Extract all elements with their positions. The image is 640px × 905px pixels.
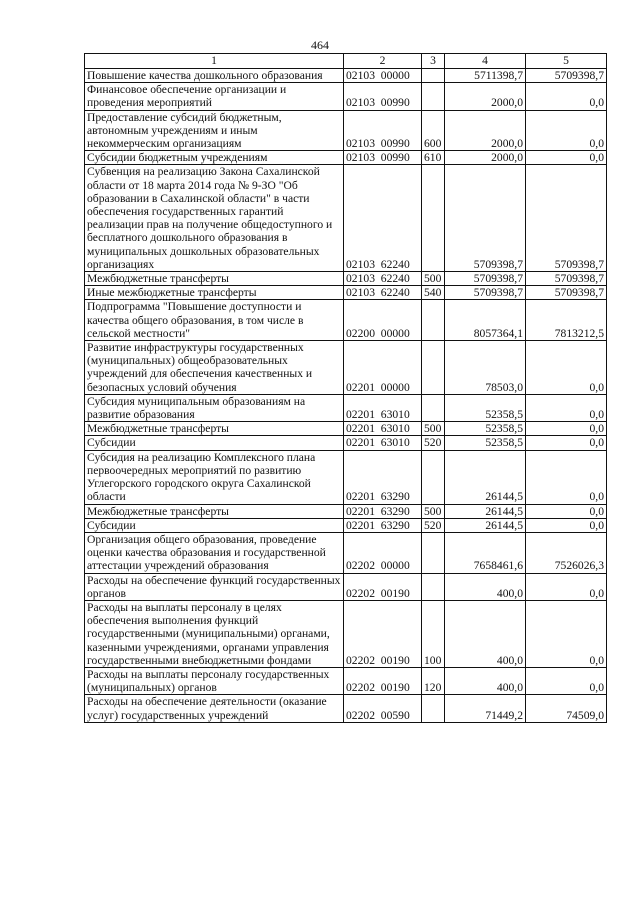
- row-amount-1: 78503,0: [445, 341, 526, 395]
- row-amount-1: 52358,5: [445, 436, 526, 450]
- row-amount-2: 5709398,7: [526, 69, 607, 83]
- row-amount-1: 7658461,6: [445, 532, 526, 573]
- row-amount-2: 0,0: [526, 436, 607, 450]
- table-row: [85, 504, 607, 518]
- row-kind: 500: [422, 504, 445, 518]
- row-amount-1: 2000,0: [445, 151, 526, 165]
- row-kind: 520: [422, 436, 445, 450]
- row-code: 02202 00000: [344, 532, 422, 573]
- row-name: Иные межбюджетные трансферты: [85, 286, 344, 300]
- row-amount-1: 5709398,7: [445, 286, 526, 300]
- row-name: Субвенция на реализацию Закона Сахалинской области от 18 марта 2014 года № 9-ЗО "Об образовании в Сахалинской области" в части обеспечения государственных гарантий реализации прав на получение общедоступного и бесплатного дошкольного образования в муниципальных дошкольных образовательных организациях: [85, 165, 344, 272]
- row-amount-2: 0,0: [526, 504, 607, 518]
- row-amount-2: 0,0: [526, 600, 607, 667]
- table-row: [85, 518, 607, 532]
- row-kind: [422, 394, 445, 421]
- table-row: [85, 110, 607, 151]
- row-kind: [422, 300, 445, 341]
- row-kind: 540: [422, 286, 445, 300]
- table-row: [85, 422, 607, 436]
- row-amount-2: 0,0: [526, 573, 607, 600]
- row-name: Субсидии бюджетным учреждениям: [85, 151, 344, 165]
- row-amount-2: 0,0: [526, 341, 607, 395]
- table-row: [85, 436, 607, 450]
- row-name: Межбюджетные трансферты: [85, 422, 344, 436]
- row-amount-2: 0,0: [526, 83, 607, 110]
- row-amount-2: 5709398,7: [526, 165, 607, 272]
- row-amount-1: 8057364,1: [445, 300, 526, 341]
- row-amount-2: 5709398,7: [526, 272, 607, 286]
- row-kind: 600: [422, 110, 445, 151]
- row-amount-1: 400,0: [445, 667, 526, 694]
- row-kind: [422, 69, 445, 83]
- table-row: [85, 300, 607, 341]
- row-code: 02202 00190: [344, 667, 422, 694]
- table-row: [85, 600, 607, 667]
- row-code: 02103 62240: [344, 165, 422, 272]
- column-header: 1: [85, 54, 344, 69]
- row-code: 02201 63290: [344, 504, 422, 518]
- row-amount-1: 2000,0: [445, 110, 526, 151]
- row-code: 02103 62240: [344, 286, 422, 300]
- column-header: 5: [526, 54, 607, 69]
- column-header: 4: [445, 54, 526, 69]
- row-name: Межбюджетные трансферты: [85, 504, 344, 518]
- row-name: Финансовое обеспечение организации и проведения мероприятий: [85, 83, 344, 110]
- row-kind: 610: [422, 151, 445, 165]
- table-row: [85, 394, 607, 421]
- row-amount-1: 26144,5: [445, 504, 526, 518]
- row-code: 02202 00190: [344, 600, 422, 667]
- row-code: 02103 00990: [344, 83, 422, 110]
- row-code: 02201 63010: [344, 394, 422, 421]
- table-row: [85, 83, 607, 110]
- row-code: 02103 00990: [344, 151, 422, 165]
- row-amount-1: 5709398,7: [445, 165, 526, 272]
- row-name: Субсидии: [85, 436, 344, 450]
- column-header: 2: [344, 54, 422, 69]
- row-amount-2: 0,0: [526, 422, 607, 436]
- row-code: 02200 00000: [344, 300, 422, 341]
- row-name: Субсидия на реализацию Комплексного плана первоочередных мероприятий по развитию Углегорского городского округа Сахалинской области: [85, 450, 344, 504]
- table-row: [85, 272, 607, 286]
- row-name: Повышение качества дошкольного образования: [85, 69, 344, 83]
- row-amount-2: 0,0: [526, 667, 607, 694]
- row-amount-1: 52358,5: [445, 394, 526, 421]
- row-name: Подпрограмма "Повышение доступности и качества общего образования, в том числе в сельской местности": [85, 300, 344, 341]
- row-kind: 500: [422, 272, 445, 286]
- row-code: 02202 00590: [344, 695, 422, 722]
- row-kind: [422, 83, 445, 110]
- row-amount-1: 5709398,7: [445, 272, 526, 286]
- column-header: 3: [422, 54, 445, 69]
- row-amount-2: 0,0: [526, 518, 607, 532]
- row-amount-2: 74509,0: [526, 695, 607, 722]
- row-amount-2: 0,0: [526, 151, 607, 165]
- row-amount-1: 71449,2: [445, 695, 526, 722]
- row-name: Расходы на обеспечение деятельности (оказание услуг) государственных учреждений: [85, 695, 344, 722]
- row-kind: 520: [422, 518, 445, 532]
- row-code: 02201 63290: [344, 518, 422, 532]
- budget-table: [84, 53, 607, 723]
- table-row: [85, 573, 607, 600]
- row-name: Субсидии: [85, 518, 344, 532]
- row-code: 02103 00000: [344, 69, 422, 83]
- table-row: [85, 151, 607, 165]
- row-kind: 120: [422, 667, 445, 694]
- row-amount-2: 7526026,3: [526, 532, 607, 573]
- row-name: Расходы на выплаты персоналу в целях обеспечения выполнения функций государственными (муниципальными) органами, казенными учреждениями, органами управления государственными внебюджетными фондами: [85, 600, 344, 667]
- row-code: 02201 63010: [344, 436, 422, 450]
- row-kind: [422, 341, 445, 395]
- table-row: [85, 286, 607, 300]
- row-name: Развитие инфраструктуры государственных (муниципальных) общеобразовательных учреждений для обеспечения качественных и безопасных условий обучения: [85, 341, 344, 395]
- row-name: Субсидия муниципальным образованиям на развитие образования: [85, 394, 344, 421]
- row-amount-2: 7813212,5: [526, 300, 607, 341]
- row-amount-2: 5709398,7: [526, 286, 607, 300]
- table-row: [85, 341, 607, 395]
- row-amount-2: 0,0: [526, 394, 607, 421]
- table-row: [85, 695, 607, 722]
- row-amount-1: 26144,5: [445, 518, 526, 532]
- row-name: Расходы на обеспечение функций государственных органов: [85, 573, 344, 600]
- row-code: 02201 63010: [344, 422, 422, 436]
- table-row: [85, 165, 607, 272]
- row-amount-1: 52358,5: [445, 422, 526, 436]
- row-code: 02202 00190: [344, 573, 422, 600]
- row-kind: [422, 695, 445, 722]
- row-name: Предоставление субсидий бюджетным, автономным учреждениям и иным некоммерческим организациям: [85, 110, 344, 151]
- row-code: 02103 00990: [344, 110, 422, 151]
- table-row: [85, 69, 607, 83]
- row-amount-1: 400,0: [445, 573, 526, 600]
- row-amount-1: 26144,5: [445, 450, 526, 504]
- table-row: [85, 667, 607, 694]
- page-number: 464: [311, 38, 329, 52]
- row-amount-2: 0,0: [526, 450, 607, 504]
- row-name: Организация общего образования, проведение оценки качества образования и государственной аттестации учреждений образования: [85, 532, 344, 573]
- row-kind: [422, 532, 445, 573]
- row-code: 02201 63290: [344, 450, 422, 504]
- row-kind: 100: [422, 600, 445, 667]
- row-name: Межбюджетные трансферты: [85, 272, 344, 286]
- row-amount-2: 0,0: [526, 110, 607, 151]
- row-name: Расходы на выплаты персоналу государственных (муниципальных) органов: [85, 667, 344, 694]
- row-kind: [422, 450, 445, 504]
- table-row: [85, 450, 607, 504]
- row-amount-1: 2000,0: [445, 83, 526, 110]
- row-kind: [422, 165, 445, 272]
- table-header-row: [85, 54, 607, 69]
- row-kind: 500: [422, 422, 445, 436]
- row-amount-1: 5711398,7: [445, 69, 526, 83]
- row-code: 02103 62240: [344, 272, 422, 286]
- table-row: [85, 532, 607, 573]
- row-amount-1: 400,0: [445, 600, 526, 667]
- row-code: 02201 00000: [344, 341, 422, 395]
- row-kind: [422, 573, 445, 600]
